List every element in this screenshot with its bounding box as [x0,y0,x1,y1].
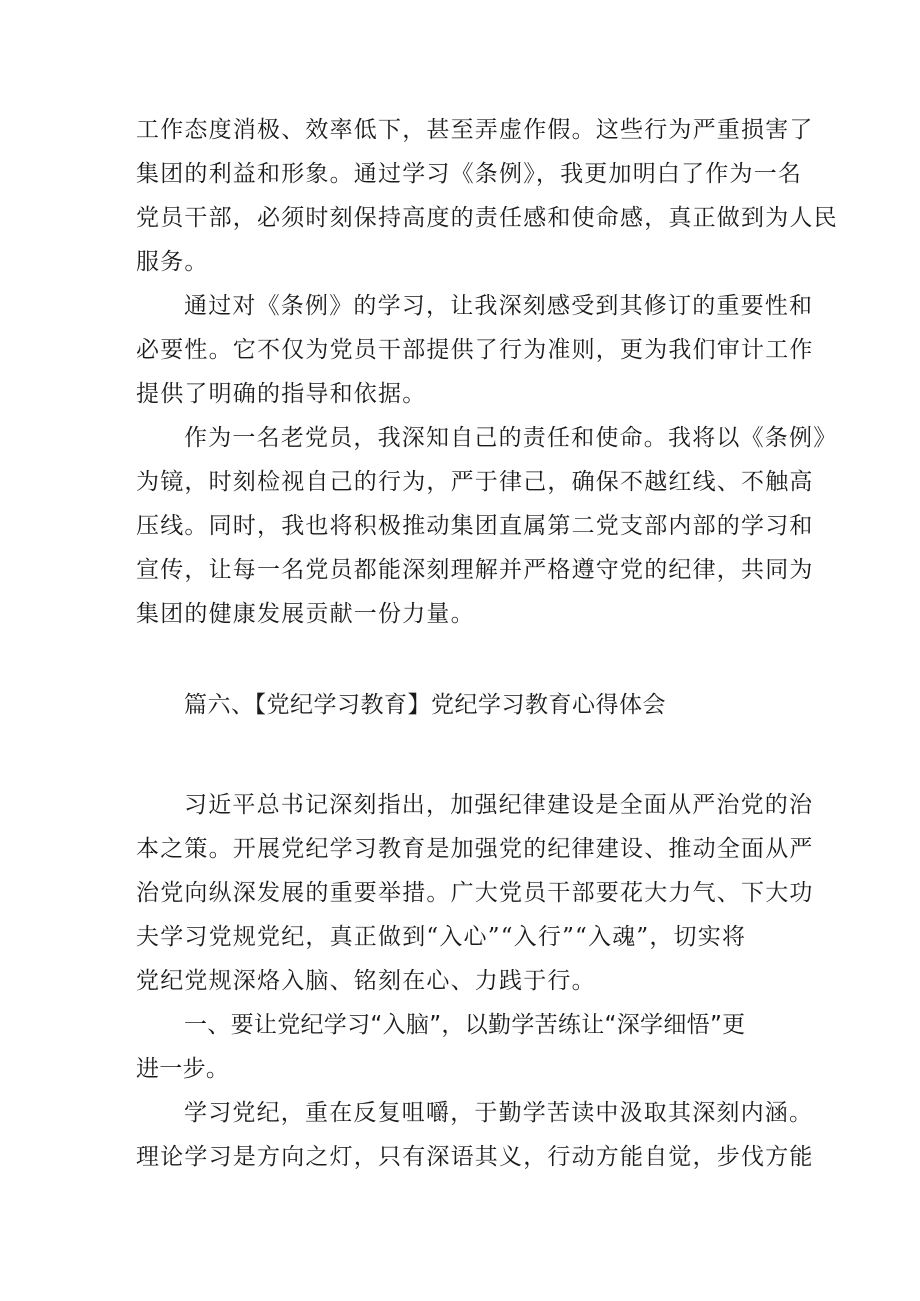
paragraph-line: 必要性。它不仅为党员干部提供了行为准则，更为我们审计工作 [136,337,814,363]
subheading: 进一步。 [136,1056,230,1082]
paragraph-line: 通过对《条例》的学习，让我深刻感受到其修订的重要性和 [184,293,814,319]
paragraph-line: 宣传，让每一名党员都能深刻理解并严格遵守党的纪律，共同为 [136,557,814,583]
paragraph-line: 为镜，时刻检视自己的行为，严于律己，确保不越红线、不触高 [136,469,814,495]
subheading: 一、要让党纪学习“入脑”，以勤学苦练让“深学细悟”更 [184,1012,746,1038]
paragraph-line: 本之策。开展党纪学习教育是加强党的纪律建设、推动全面从严 [136,836,814,862]
paragraph-line: 压线。同时，我也将积极推动集团直属第二党支部内部的学习和 [136,513,814,539]
paragraph-line: 集团的利益和形象。通过学习《条例》，我更加明白了作为一名 [136,161,803,187]
paragraph-line: 服务。 [136,249,209,275]
paragraph-line: 集团的健康发展贡献一份力量。 [136,601,475,627]
section-title: 篇六、【党纪学习教育】党纪学习教育心得体会 [184,692,666,718]
paragraph-line: 工作态度消极、效率低下，甚至弄虚作假。这些行为严重损害了 [136,117,814,143]
paragraph-line: 作为一名老党员，我深知自己的责任和使命。我将以《条例》 [184,425,838,451]
paragraph-line: 提供了明确的指导和依据。 [136,381,427,407]
paragraph-line: 党员干部，必须时刻保持高度的责任感和使命感，真正做到为人民 [136,205,838,231]
paragraph-line: 学习党纪，重在反复咀嚼，于勤学苦读中汲取其深刻内涵。 [184,1100,814,1126]
paragraph-line: 党纪党规深烙入脑、铭刻在心、力践于行。 [136,968,596,994]
paragraph-line: 习近平总书记深刻指出，加强纪律建设是全面从严治党的治 [184,792,814,818]
paragraph-line: 夫学习党规党纪，真正做到“入心”“入行”“入魂”，切实将 [136,924,747,950]
paragraph-line: 理论学习是方向之灯，只有深语其义，行动方能自觉，步伐方能 [136,1144,814,1170]
paragraph-line: 治党向纵深发展的重要举措。广大党员干部要花大力气、下大功 [136,880,814,906]
